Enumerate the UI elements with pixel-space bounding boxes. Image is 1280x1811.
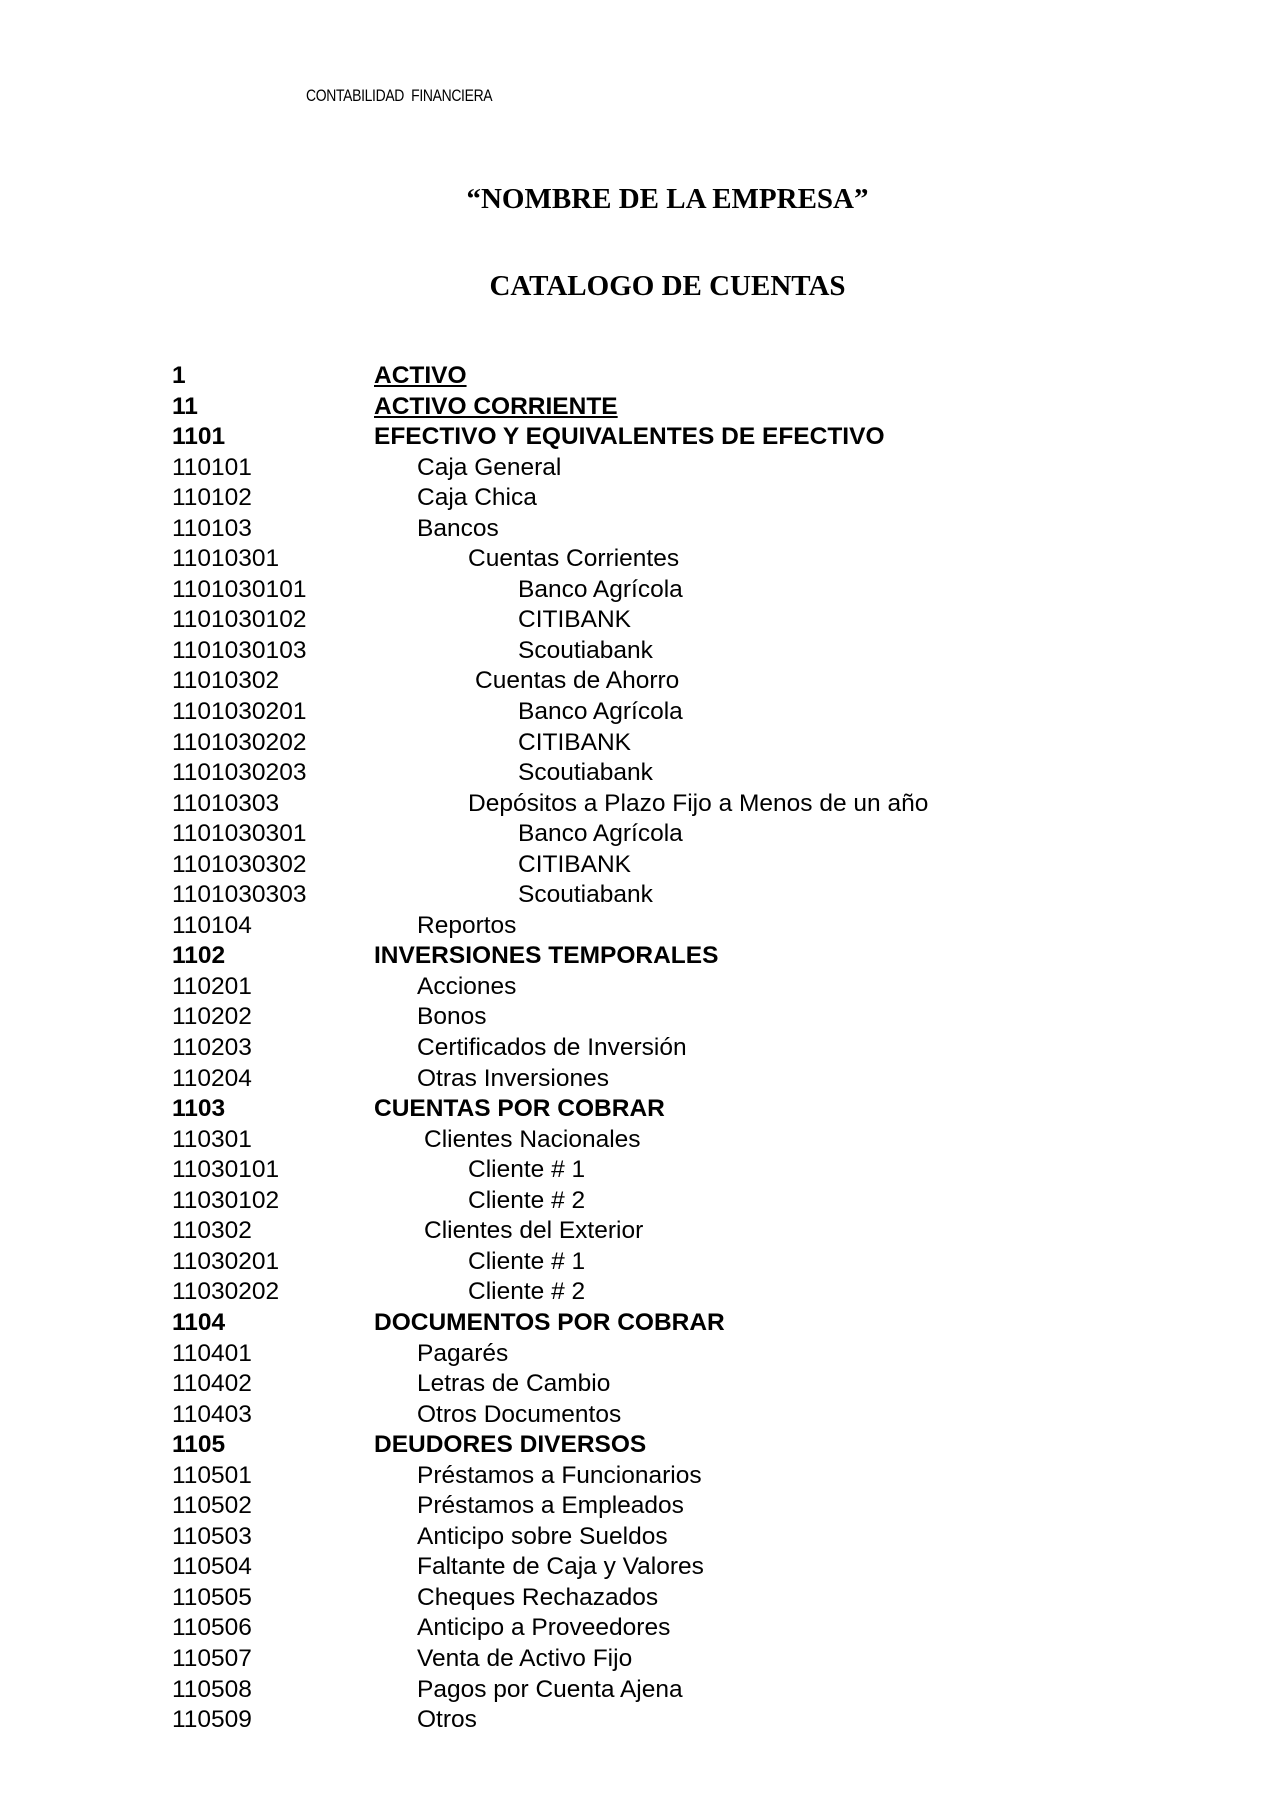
account-code: 1	[172, 362, 186, 389]
account-name: ACTIVO	[374, 362, 467, 389]
account-row	[172, 1644, 1212, 1675]
account-code: 1101030303	[172, 881, 307, 909]
account-name: Otras Inversiones	[417, 1064, 609, 1092]
account-name: Anticipo a Proveedores	[417, 1614, 671, 1642]
account-code: 1101030202	[172, 728, 307, 756]
account-name: Cliente # 1	[468, 1247, 586, 1275]
account-row	[172, 575, 1212, 606]
account-code: 110509	[172, 1706, 252, 1734]
account-code: 110401	[172, 1339, 252, 1367]
account-name: Scoutiabank	[518, 881, 653, 909]
account-catalog	[172, 361, 1212, 1736]
account-code: 11010301	[172, 545, 280, 573]
account-name: Faltante de Caja y Valores	[417, 1553, 704, 1581]
account-name: Scoutiabank	[518, 759, 653, 787]
account-row	[172, 1613, 1212, 1644]
account-code: 110302	[172, 1217, 252, 1245]
account-row	[172, 1216, 1212, 1247]
account-code: 110203	[172, 1034, 252, 1062]
account-code: 110103	[172, 514, 252, 542]
account-name: INVERSIONES TEMPORALES	[374, 942, 719, 970]
account-code: 11030101	[172, 1156, 280, 1184]
account-row	[172, 1522, 1212, 1553]
account-row	[172, 605, 1212, 636]
account-name: Clientes Nacionales	[424, 1125, 641, 1153]
account-row	[172, 880, 1212, 911]
account-code: 110101	[172, 453, 252, 481]
account-row	[172, 1705, 1212, 1736]
account-name: Cliente # 2	[468, 1186, 586, 1214]
account-code: 11030202	[172, 1278, 280, 1306]
account-row	[172, 514, 1212, 545]
account-code: 1101030203	[172, 759, 307, 787]
account-row	[172, 1094, 1212, 1125]
account-name: Cliente # 2	[468, 1278, 586, 1306]
account-code: 110501	[172, 1461, 252, 1489]
account-code: 1101030102	[172, 606, 307, 634]
account-name: CITIBANK	[518, 850, 631, 878]
account-row	[172, 789, 1212, 820]
account-row	[172, 758, 1212, 789]
account-row	[172, 1400, 1212, 1431]
account-name: Caja General	[417, 453, 562, 481]
account-row	[172, 728, 1212, 759]
account-row	[172, 850, 1212, 881]
account-code: 110502	[172, 1492, 252, 1520]
account-name: Otros Documentos	[417, 1400, 622, 1428]
account-code: 1101030302	[172, 850, 307, 878]
account-row	[172, 483, 1212, 514]
account-name: Bancos	[417, 514, 499, 542]
account-row	[172, 453, 1212, 484]
account-code: 110202	[172, 1003, 252, 1031]
account-code: 11010303	[172, 789, 280, 817]
account-row	[172, 911, 1212, 942]
account-name: Cheques Rechazados	[417, 1583, 659, 1611]
account-row	[172, 1552, 1212, 1583]
account-name: CITIBANK	[518, 606, 631, 634]
account-code: 1101030201	[172, 698, 307, 726]
account-code: 110505	[172, 1583, 252, 1611]
account-code: 110402	[172, 1370, 252, 1398]
account-name: Clientes del Exterior	[424, 1217, 644, 1245]
account-name: Cuentas Corrientes	[468, 545, 680, 573]
account-row	[172, 1247, 1212, 1278]
account-name: Pagarés	[417, 1339, 509, 1367]
account-code: 110403	[172, 1400, 252, 1428]
account-name: Certificados de Inversión	[417, 1034, 687, 1062]
account-name: Préstamos a Funcionarios	[417, 1461, 702, 1489]
account-code: 1101030301	[172, 820, 307, 848]
account-row	[172, 1675, 1212, 1706]
account-name: DEUDORES DIVERSOS	[374, 1431, 647, 1459]
account-name: Préstamos a Empleados	[417, 1492, 684, 1520]
account-name: EFECTIVO Y EQUIVALENTES DE EFECTIVO	[374, 423, 885, 451]
document-title: CATALOGO DE CUENTAS	[489, 270, 846, 302]
account-name: Bonos	[417, 1003, 487, 1031]
account-row	[172, 544, 1212, 575]
account-code: 1102	[172, 942, 226, 970]
account-name: Banco Agrícola	[518, 575, 683, 603]
account-code: 1101030103	[172, 636, 307, 664]
account-row	[172, 697, 1212, 728]
account-code: 110102	[172, 484, 252, 512]
account-name: ACTIVO CORRIENTE	[374, 392, 618, 420]
account-row	[172, 941, 1212, 972]
account-row	[172, 1155, 1212, 1186]
account-code: 11030201	[172, 1247, 280, 1275]
account-row	[172, 972, 1212, 1003]
account-row	[172, 1033, 1212, 1064]
account-row	[172, 1491, 1212, 1522]
account-row	[172, 1002, 1212, 1033]
account-code: 110506	[172, 1614, 252, 1642]
account-name: Banco Agrícola	[518, 698, 683, 726]
account-code: 1101030101	[172, 575, 307, 603]
account-code: 11	[172, 392, 198, 420]
account-row	[172, 1308, 1212, 1339]
account-row	[172, 1064, 1212, 1095]
account-row	[172, 392, 1212, 423]
account-code: 1105	[172, 1431, 226, 1459]
account-code: 110504	[172, 1553, 252, 1581]
account-code: 11030102	[172, 1186, 280, 1214]
account-row	[172, 422, 1212, 453]
account-code: 1104	[172, 1308, 226, 1336]
account-name: CUENTAS POR COBRAR	[374, 1095, 665, 1123]
company-name: “NOMBRE DE LA EMPRESA”	[466, 183, 869, 215]
account-name: Cuentas de Ahorro	[475, 667, 680, 695]
account-row	[172, 1339, 1212, 1370]
account-row	[172, 1369, 1212, 1400]
account-name: Reportos	[417, 911, 517, 939]
account-name: Acciones	[417, 972, 517, 1000]
account-name: Caja Chica	[417, 484, 537, 512]
account-code: 110503	[172, 1522, 252, 1550]
account-name: Scoutiabank	[518, 636, 653, 664]
account-name: DOCUMENTOS POR COBRAR	[374, 1308, 725, 1336]
account-code: 110201	[172, 972, 252, 1000]
account-row	[172, 1461, 1212, 1492]
account-row	[172, 361, 1212, 392]
account-code: 11010302	[172, 667, 280, 695]
account-row	[172, 1430, 1212, 1461]
account-name: Venta de Activo Fijo	[417, 1644, 633, 1672]
account-name: Anticipo sobre Sueldos	[417, 1522, 668, 1550]
account-row	[172, 1277, 1212, 1308]
account-name: Banco Agrícola	[518, 820, 683, 848]
account-code: 110507	[172, 1644, 252, 1672]
account-row	[172, 1583, 1212, 1614]
account-name: Letras de Cambio	[417, 1370, 611, 1398]
account-row	[172, 636, 1212, 667]
account-code: 1101	[172, 423, 226, 451]
account-row	[172, 1186, 1212, 1217]
account-name: Depósitos a Plazo Fijo a Menos de un año	[468, 789, 929, 817]
account-code: 110204	[172, 1064, 252, 1092]
account-name: Pagos por Cuenta Ajena	[417, 1675, 683, 1703]
account-row	[172, 1125, 1212, 1156]
account-name: CITIBANK	[518, 728, 631, 756]
account-code: 1103	[172, 1095, 226, 1123]
account-name: Otros	[417, 1706, 477, 1734]
account-row	[172, 819, 1212, 850]
account-code: 110104	[172, 911, 252, 939]
account-code: 110301	[172, 1125, 252, 1153]
account-code: 110508	[172, 1675, 252, 1703]
account-row	[172, 666, 1212, 697]
running-header: CONTABILIDAD FINANCIERA	[306, 86, 493, 105]
account-name: Cliente # 1	[468, 1156, 586, 1184]
